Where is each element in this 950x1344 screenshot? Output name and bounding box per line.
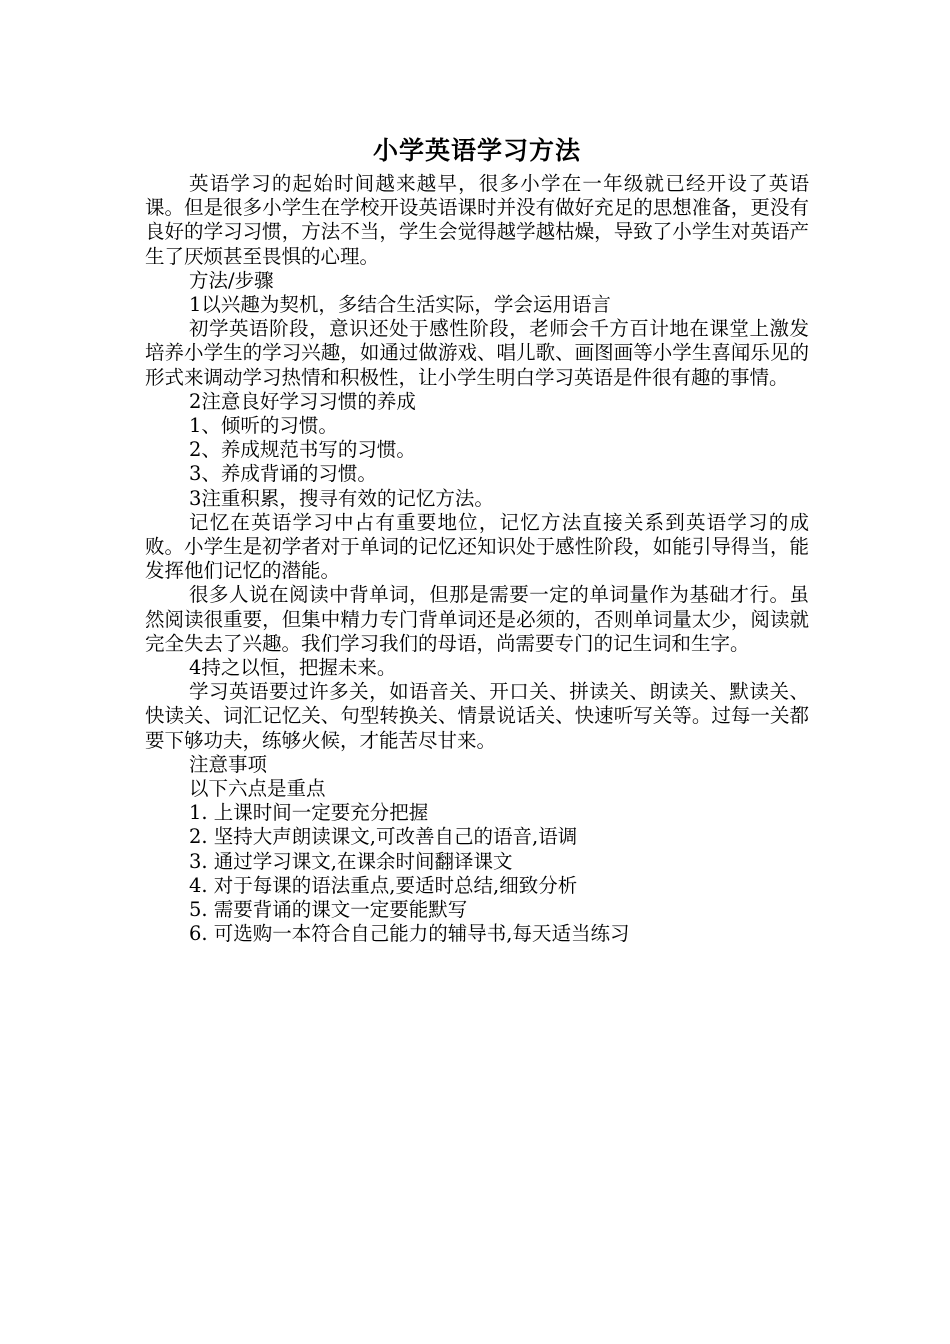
notes-intro: 以下六点是重点 (189, 777, 326, 801)
document-page (145, 134, 809, 947)
step-3-heading: 3注重积累，搜寻有效的记忆方法。 (189, 486, 494, 510)
step-2-heading: 2注意良好学习习惯的养成 (189, 389, 416, 413)
step-1-heading: 1以兴趣为契机，多结合生活实际，学会运用语言 (189, 293, 611, 317)
step-4-heading: 4持之以恒，把握未来。 (189, 656, 397, 680)
step-4-paragraph: 学习英语要过许多关，如语音关、开口关、拼读关、朗读关、默读关、快读关、词汇记忆关、句型转换关、情景说话关、快速听写关等。过每一关都要下够功夫，练够火候，才能苦尽甘来。 (145, 680, 809, 752)
note-item-2: 2. 坚持大声朗读课文,可改善自己的语音,语调 (189, 825, 578, 849)
section-heading-notes: 注意事项 (189, 752, 268, 776)
step-3-paragraph-2: 很多人说在阅读中背单词，但那是需要一定的单词量作为基础才行。虽然阅读很重要，但集中精力专门背单词还是必须的，否则单词量太少，阅读就完全失去了兴趣。我们学习我们的母语，尚需要专门的记生词和生字。 (145, 583, 809, 655)
intro-paragraph: 英语学习的起始时间越来越早，很多小学在一年级就已经开设了英语课。但是很多小学生在学校开设英语课时并没有做好充足的思想准备，更没有良好的学习习惯，方法不当，学生会觉得越学越枯燥，导致了小学生对英语产生了厌烦甚至畏惧的心理。 (145, 172, 809, 268)
habit-item-2: 2、养成规范书写的习惯。 (189, 438, 416, 462)
note-item-6: 6. 可选购一本符合自己能力的辅导书,每天适当练习 (189, 922, 630, 946)
note-item-3: 3. 通过学习课文,在课余时间翻译课文 (189, 849, 513, 873)
step-1-paragraph: 初学英语阶段，意识还处于感性阶段，老师会千方百计地在课堂上激发培养小学生的学习兴趣，如通过做游戏、唱儿歌、画图画等小学生喜闻乐见的形式来调动学习热情和积极性，让小学生明白学习英语是件很有趣的事情。 (145, 317, 809, 389)
habit-item-1: 1、倾听的习惯。 (189, 414, 338, 438)
habit-item-3: 3、养成背诵的习惯。 (189, 462, 377, 486)
document-title: 小学英语学习方法 (372, 136, 581, 165)
step-3-paragraph-1: 记忆在英语学习中占有重要地位，记忆方法直接关系到英语学习的成败。小学生是初学者对于单词的记忆还知识处于感性阶段，如能引导得当，能发挥他们记忆的潜能。 (145, 510, 809, 583)
note-item-1: 1. 上课时间一定要充分把握 (189, 801, 429, 825)
note-item-4: 4. 对于每课的语法重点,要适时总结,细致分析 (189, 873, 578, 897)
section-heading-methods: 方法/步骤 (189, 268, 274, 292)
note-item-5: 5. 需要背诵的课文一定要能默写 (189, 898, 468, 922)
